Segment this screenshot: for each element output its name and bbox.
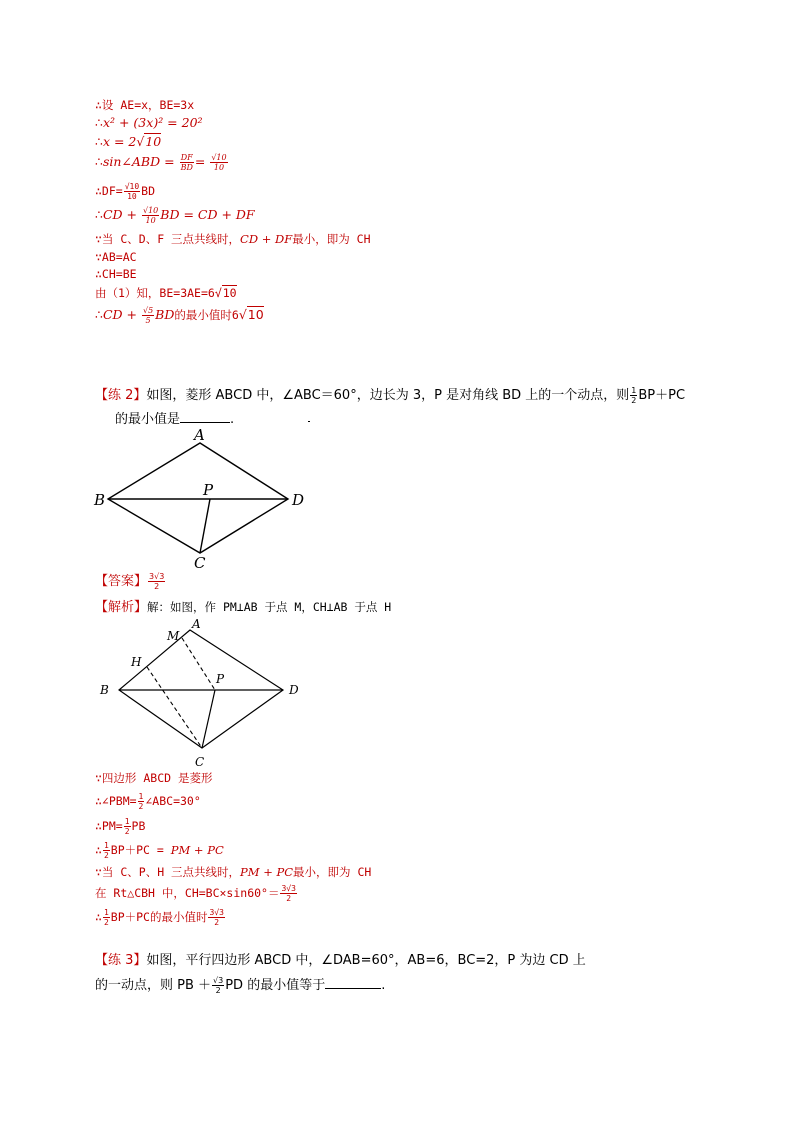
solution-step-6: 在 Rt△CBH 中，CH=BC×sin60°＝ $\frac{3√3}{2}$ [95,884,296,903]
solution-step-2: ∴∠PBM= $\frac{1}{2}$ ∠ABC=30° [95,792,201,811]
stray-mark [308,421,310,422]
line-pythagoras: ∴x² + (3x)² = 20² [95,115,203,130]
dashed-ch [147,667,202,748]
answer-line: 【答案】 $\frac{3√3}{2}$ [95,572,165,591]
line-sin-abd: ∴sin∠ABD = $\frac{DF}{BD}$ = $\frac{√10}{10}$ [95,153,227,172]
label-b-2: B [100,683,109,697]
label-h: H [131,655,142,669]
label-c: C [194,554,206,572]
solution-step-7: ∴ $\frac{1}{2}$ BP＋PC的最小值时 $\frac{3√3}{2}$ [95,908,224,927]
solution-step-1: ∵四边形 ABCD 是菱形 [95,771,213,785]
answer-blank [180,410,230,423]
rhombus-figure-2 [95,612,315,772]
rhombus-outline [108,443,288,553]
solution-step-3: ∴PM= $\frac{1}{2}$ PB [95,817,146,836]
line-cd-equation: ∴CD + $\frac{√10}{10}$ BD = CD + DF [95,206,255,225]
label-m: M [167,629,180,643]
line-x-value: ∴x = 2√10 [95,134,162,149]
line-df: ∴DF= $\frac{√10}{10}$ BD [95,182,156,201]
exercise-3-question: 【练 3】如图，平行四边形 ABCD 中，∠DAB=60°，AB=6，BC=2，P 为边 CD 上 [95,953,586,968]
exercise-3-tag: 【练 3】 [95,953,147,968]
line-be-value: 由（1）知，BE=3AE=6√10 [95,286,237,300]
line-collinear: ∵当 C、D、F 三点共线时，CD + DF最小，即为 CH [95,232,371,246]
rhombus-figure-1 [90,425,320,573]
line-min-value: ∴CD + $\frac{√5}{5}$ BD的最小值时6√10 [95,306,264,325]
label-a-2: A [192,617,201,631]
label-c-2: C [195,755,205,769]
label-b: B [94,491,106,509]
analysis-line: 【解析】解：如图，作 PM⊥AB 于点 M，CH⊥AB 于点 H [95,600,392,615]
exercise-2-tag: 【练 2】 [95,388,147,403]
exercise-3-question-cont: 的一动点，则 PB ＋ $\frac{√3}{2}$ PD 的最小值等于 . [95,976,386,995]
exercise-2-question: 【练 2】如图，菱形 ABCD 中，∠ABC＝60°，边长为 3，P 是对角线 BD 上的一个动点，则 $\frac{1}{2}$ BP＋PC [95,386,686,405]
dashed-pm [182,638,215,690]
solution-step-5: ∵当 C、P、H 三点共线时，PM + PC最小，即为 CH [95,865,372,879]
solution-step-4: ∴ $\frac{1}{2}$ BP＋PC = PM + PC [95,841,224,860]
line-ch-be: ∴CH=BE [95,267,137,281]
line-ab-ac: ∵AB=AC [95,250,137,264]
line-set-ae: ∴设 AE=x，BE=3x [95,98,195,112]
label-d: D [292,491,305,509]
answer-blank-3 [325,976,381,989]
label-p-2: P [216,672,225,686]
rhombus-outline-2 [119,630,283,748]
exercise-2-question-cont: 的最小值是 . [115,412,235,427]
segment-pc [200,499,210,553]
segment-pc-2 [202,690,215,748]
label-d-2: D [289,683,299,697]
label-p: P [203,481,214,499]
label-a: A [194,426,205,444]
